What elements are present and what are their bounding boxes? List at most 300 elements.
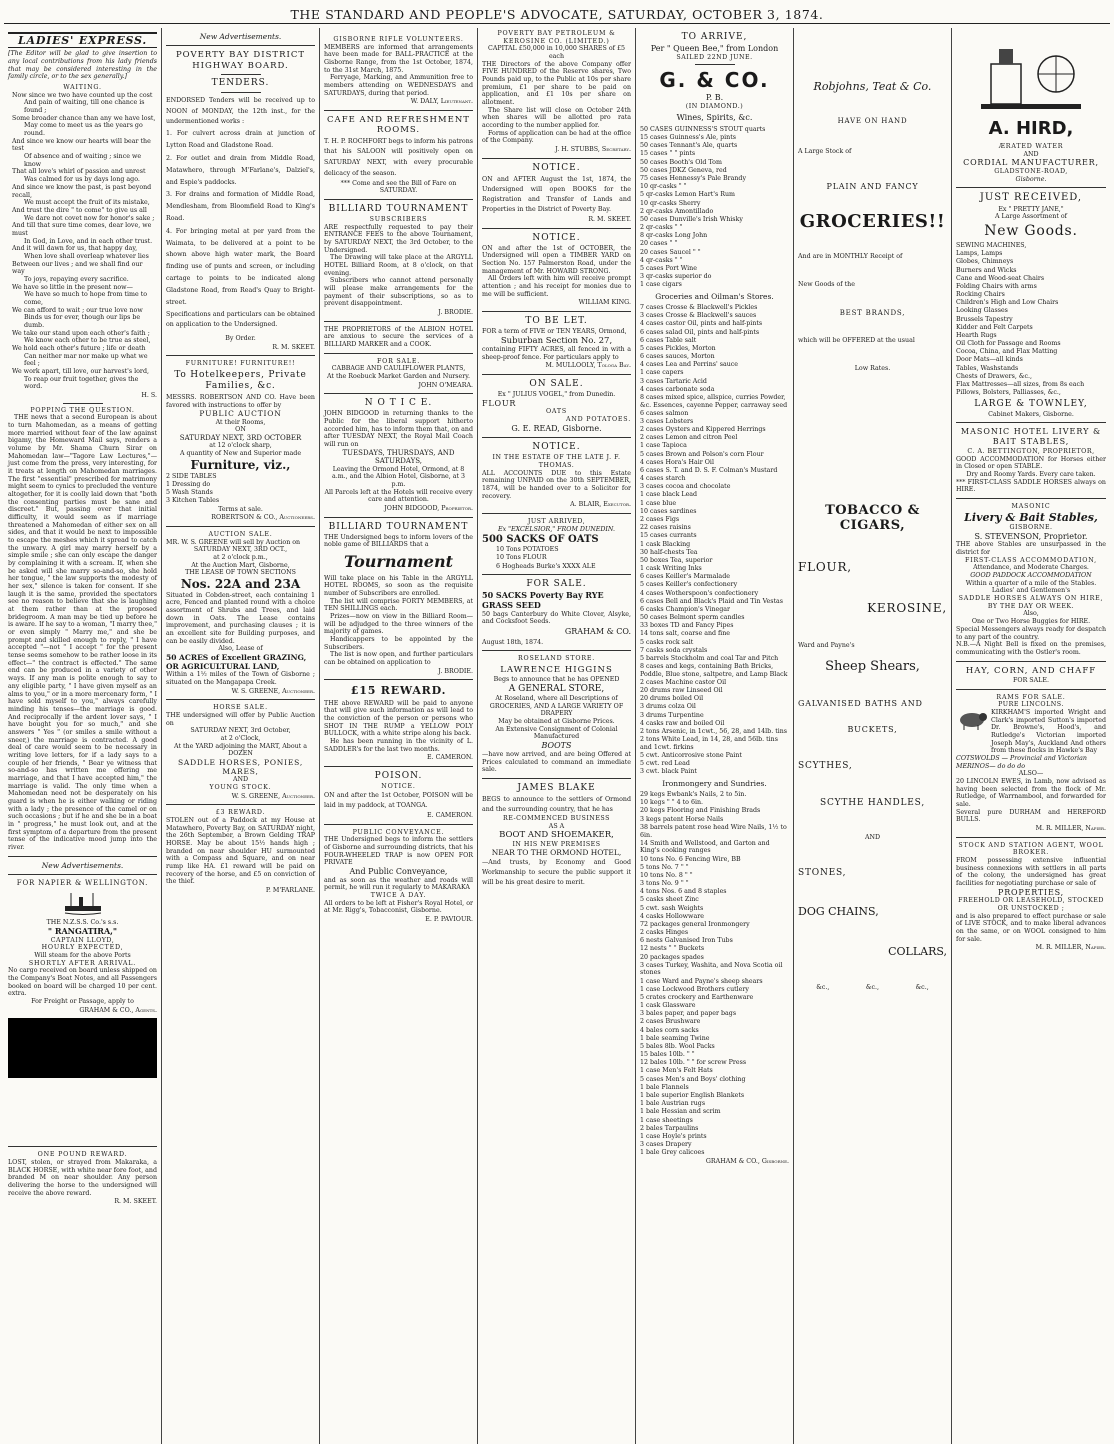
napier-body: No cargo received on board unless shipped on the Company's Boat Notes, and all Passengers booked on board will be charged 10 per cent. extra. xyxy=(8,967,157,998)
ironmongery-item: 1 bale Grey calicoes xyxy=(640,1149,705,1157)
board-signature: R. M. SKEET. xyxy=(272,343,315,351)
works-item: 1. For culvert across drain at junction of Lytton Road and Gladstone Road. xyxy=(166,130,315,150)
auction-acres: 50 ACRES of Excellent GRAZING, OR AGRICULTURAL LAND, xyxy=(166,652,307,672)
grocery-item: 5 casks rock salt xyxy=(640,638,694,646)
goods-item: SEWING MACHINES, xyxy=(956,242,1027,249)
furniture-item: 1 Dressing do xyxy=(166,481,211,489)
grocery-item: 5 barrels Stockholm and coal Tar and Pitch xyxy=(640,654,779,662)
rams-row xyxy=(956,709,1106,755)
goods-item: Burners and Wicks xyxy=(956,266,1017,274)
grocery-item: 4 cases Wotherspoon's confectionery xyxy=(640,589,759,597)
roseland-store: A GENERAL STORE, xyxy=(508,684,605,695)
billiard-subscribers: SUBSCRIBERS xyxy=(369,215,428,223)
grocery-item: 2 cases Oysters and Kippered Herrings xyxy=(640,426,766,434)
billiard2-body: THE Undersigned begs to inform lovers of the noble game of BILLIARDS that a xyxy=(324,533,473,549)
ladies-express-title: LADIES' EXPRESS. xyxy=(8,32,157,48)
article-body: THE news that a second European is about to turn Mahomedan, as a means of getting more married without fear of the law against bigamy, the Homeward Mail says, renders a volume by Mr. Shama Churn Sirar on Mahomedan law—"Tagore Law Lectures,"—just come from the press, very interesting, for it treats at length on Mahomedan marriages. The first "essential" prescribed for matrimony might seem to cynics to precluded the venture altogether, for it is coolly laid down that "both the consenting parties must be sane and discreet." But, passing over that initial difficulty, it would seem as if marriage threatened a Mahomedan of either sex on all sides, and that it would be next to impossible to escape the meshes which it spread to catch the unwary. A girl may marry herself by a simple smile ; she can only escape the danger by complaining it with a scream. If, when she be asked will she marry so-and-so, she hold her tongue, " the law supports the modesty of her sex," silence is taken for consent. If she laugh it is the same, provided the spectators see no reason to believe that she is laughing at them rather than at the proposed bridegroom. A man may be tied up before he is aware. If he say to a woman, "I marry thee," or even simply " Marry me," and she be prompt and skilled enough to reply, " I have accepted "—not " I accept " for the present tense seems somehow to be rather loose in its effect—" the contract is effected." The same end can be produced in a variety of other ways. If any man is polite enough to say to any eligible party, " I have given myself as an alms to you," or in a more mercenary form, " I have sold myself to you," always carefully minding his tenses—the marriage is good. And reciprocally if the ardent lover says, " I have bought you for so much," and she answers " Yes " (or smiles a smile without a sneer,) the marriage is contracted. A good deal of care would seem to be necessary in writing love letters, for if a lady says to a couple of her friends, " Bear ye witness that so-and-so has written me offering me marriage, and that I have accepted him," the marriage is valid. The only time when a Mahomedan need not be desperately on his guard is when he is either walking or riding with a lady ; the presence of the camel or on such occasions ; but if he and she be in a boat in " progress," he must look out, and at the first symptom of a departure from the present tense of the indicative mood jump into the river. xyxy=(8,414,157,851)
grocery-item: 4 cases carbonate soda xyxy=(640,385,715,393)
conveyance-body-2: and as soon as the weather and roads will permit, he will run it regularly to MAKARAKA xyxy=(324,876,473,892)
petroleum-title: POVERTY BAY PETROLEUM & KEROSINE CO. (LIMITED.) xyxy=(497,30,616,45)
have-on-hand: HAVE ON HAND xyxy=(837,117,908,126)
wine-item: 5 cases Port Wine xyxy=(640,264,697,272)
scythes: SCYTHES, xyxy=(798,760,853,771)
grocery-item: 14 tons salt, coarse and fine xyxy=(640,630,731,638)
billiard2-body-3: The list will comprise FORTY MEMBERS, at TEN SHILLINGS each. xyxy=(324,597,473,613)
plants-sale-at: At the Roebuck Market Garden and Nursery. xyxy=(327,372,470,380)
conveyance-signature: E. P. PAVIOUR. xyxy=(425,916,473,923)
masonic-body: GOOD ACCOMMODATION for Horses either in Closed or open STABLE. xyxy=(956,455,1106,471)
by-order: By Order. xyxy=(225,335,256,343)
wine-item: 4 qr-casks " " xyxy=(640,256,683,264)
wine-item: 50 cases Dunville's Irish Whisky xyxy=(640,215,743,223)
editor-note: [The Editor will be glad to give insertion to any local contributions from his lady friends that may be considered interesting in the family circle, or to the sex generally.] xyxy=(8,50,157,81)
new-goods-of: New Goods of the xyxy=(798,280,855,288)
column-1 xyxy=(4,28,162,1444)
napier-expected: HOURLY EXPECTED, xyxy=(41,944,124,952)
furniture-item: 2 SIDE TABLES xyxy=(166,472,217,480)
ironmongery-item: 5 bales 8lb. Wool Packs xyxy=(640,1042,715,1050)
dog-chains: DOG CHAINS, xyxy=(798,905,879,919)
goods-list xyxy=(956,242,1106,397)
plants-sale-body: CABBAGE AND CAULIFLOWER PLANTS, xyxy=(331,365,466,373)
arrived-item: 6 Hogheads Burke's XXXX ALE xyxy=(496,562,596,570)
ironmongery-item: 10 kegs " " 4 to 6in. xyxy=(640,799,704,807)
grocery-item: 6 cases Table salt xyxy=(640,336,697,344)
poem-signature: H. S. xyxy=(141,391,157,399)
one-pound-reward-title: ONE POUND REWARD. xyxy=(37,1151,128,1159)
masonic2-proprietor: S. STEVENSON, Proprietor. xyxy=(974,531,1088,541)
masonic-hotel-title: MASONIC HOTEL LIVERY & BAIT STABLES, xyxy=(960,427,1102,447)
ironmongery-item: 12 nests " " Buckets xyxy=(640,945,705,953)
grocery-item: 7 casks soda crystals xyxy=(640,646,708,654)
grocery-item: 3 cwt. black Paint xyxy=(640,768,697,776)
arrived-title: JUST ARRIVED, xyxy=(527,518,586,526)
poem-line: And it will dawn for us, that happy day, xyxy=(12,245,138,253)
onsale-potatoes: AND POTATOES. xyxy=(565,416,631,424)
grocery-item: 33 boxes TD and Fancy Pipes xyxy=(640,622,734,630)
furniture-date: SATURDAY NEXT, 3RD OCTOBER xyxy=(179,433,302,442)
conveyance-body-3: All orders to be left at Fisher's Royal Hotel, or at Mr. Rigg's, Tobacconist, Gisborne. xyxy=(324,899,473,915)
let-body: FOR a term of FIVE or TEN YEARS, Ormond, xyxy=(482,327,627,335)
furniture-title: FURNITURE! FURNITURE!! xyxy=(185,360,296,368)
grocery-item: 22 cases raisins xyxy=(640,524,691,532)
horse-sale-signature: W. S. GREENE, Auctioneer. xyxy=(231,792,315,800)
blake-near: NEAR TO THE ORMOND HOTEL, xyxy=(491,848,622,858)
furniture-items xyxy=(166,473,315,505)
goods-item: Oil Cloth for Passage and Rooms xyxy=(956,340,1061,348)
one-pound-reward-signature: R. M. SKEET. xyxy=(114,1198,157,1206)
onsale-oats: OATS xyxy=(545,408,568,416)
petroleum-signature: J. H. STUBBS, Secretary. xyxy=(555,146,631,154)
roseland-body-3: May be obtained at Gisborne Prices. xyxy=(498,718,615,726)
poem-line: Of absence and of waiting ; since we know xyxy=(24,153,142,168)
grocery-item: 6 casks Champion's Vinegar xyxy=(640,605,731,613)
furniture-terms: Terms at sale. xyxy=(218,505,263,513)
grocery-item: 1 cask Writing Inks xyxy=(640,565,702,573)
specifications: Specifications and particulars can be obtained on application to the Undersigned. xyxy=(166,310,315,329)
horse-sale-young: YOUNG STOCK. xyxy=(209,783,272,791)
ironmongery-item: 5 cases Men's and Boys' clothing xyxy=(640,1075,746,1083)
scythe-handles: SCYTHE HANDLES, xyxy=(820,797,925,808)
furniture-qty: A quantity of New and Superior made xyxy=(179,450,302,458)
horse-sale-items: SADDLE HORSES, PONIES, MARES, xyxy=(177,757,304,777)
grocery-item: 3 cases cocoa and chocolate xyxy=(640,483,731,491)
billiard2-body-2: Will take place on his Table in the ARGYLL HOTEL ROOMS, so soon as the requisite number of Subscribers are enrolled. xyxy=(324,574,473,597)
hay-title: HAY, CORN, AND CHAFF xyxy=(965,665,1097,676)
poison-body: ON and after the 1st October, POISON will be laid in my paddock, at TOANGA. xyxy=(324,791,473,809)
goods-item: Pillows, Bolsters, Palliasses, &c., xyxy=(956,389,1061,397)
article-title: POPPING THE QUESTION. xyxy=(30,406,135,414)
grocery-item: 1 case black Lead xyxy=(640,491,698,499)
poem-line: And till that sure time comes, dear love, we must xyxy=(12,222,152,237)
plants-sale-signature: JOHN O'MEARA. xyxy=(418,381,473,389)
billiard-signature: J. BRODIE. xyxy=(438,308,473,316)
grocery-item: 8 cases mixed spice, allspice, curries Powder, &c. Essences, cayenne Pepper, carraway seed xyxy=(640,393,788,409)
furniture-to: To Hotelkeepers, Private Families, &c. xyxy=(174,370,307,392)
groceries: GROCERIES!! xyxy=(799,211,946,233)
horse-sale-time: at 2 o'Clock, xyxy=(220,734,261,742)
seed-sale-50: 50 SACKS Poverty Bay RYE GRASS SEED xyxy=(482,590,604,610)
tenders-heading: TENDERS. xyxy=(211,77,270,88)
ironmongery-item: 2 cases Brushware xyxy=(640,1018,701,1026)
received-title: JUST RECEIVED, xyxy=(979,192,1083,204)
furniture-time: at 12 o'clock sharp, xyxy=(209,442,272,450)
grocery-item: 6 cases Bell and Black's Plaid and Tin Vestas xyxy=(640,597,784,605)
large-townley: LARGE & TOWNLEY, xyxy=(974,398,1088,409)
ironmongery-item: 5 cwt. sash Weights xyxy=(640,904,704,912)
hird-cordial: CORDIAL MANUFACTURER, xyxy=(963,158,1099,168)
grocery-item: 3 cases Tartaric Acid xyxy=(640,377,707,385)
auction-title: AUCTION SALE. xyxy=(208,530,273,538)
napier-captain: CAPTAIN LLOYD, xyxy=(50,936,115,944)
three-pound-reward-signature: P. M'FARLANE. xyxy=(265,887,315,894)
seed-sale-body: 50 bags Canterbury do White Clover, Alsyke, and Cocksfoot Seeds. xyxy=(482,610,631,626)
notice1-title: NOTICE. xyxy=(532,162,581,173)
blake-body-2: —And trusts, by Economy and Good Workmanship to secure the public support it will be his great desire to merit. xyxy=(482,858,631,886)
furniture-item: 3 Kitchen Tables xyxy=(166,497,220,505)
ironmongery-item: 10 tons No. 8 " " xyxy=(640,871,693,879)
grocery-item: 30 half-chests Tea xyxy=(640,548,698,556)
wine-item: 75 cases Hennessy's Pale Brandy xyxy=(640,174,747,182)
brand-diamond: (IN DIAMOND.) xyxy=(685,102,744,110)
rams-also: ALSO— xyxy=(1018,770,1044,778)
coach-notice-parcels: All Parcels left at the Hotels will receive every care and attention. xyxy=(324,488,473,504)
auction-date: SATURDAY NEXT, 3RD OCT., xyxy=(193,546,288,554)
grocery-item: 50 cases Belmont sperm candles xyxy=(640,614,745,622)
masonic2-saddle: SADDLE HORSES ALWAYS ON HIRE, xyxy=(958,595,1104,603)
poem-line: In God, in Love, and in each other trust. xyxy=(24,237,153,245)
poem-line: Some broader chance than any we have lost, xyxy=(12,114,156,122)
arrived-items xyxy=(482,546,631,570)
coach-notice-signature: JOHN BIDGOOD, Proprietor. xyxy=(384,505,473,513)
poem-line: We have so much to hope from time to come, xyxy=(24,291,148,306)
rams-cotswolds: COTSWOLDS — Provincial and Victorian xyxy=(956,754,1087,762)
notice1-body: ON and AFTER August the 1st, 1874, the Undersigned will open BOOKS for the Registration and Transfer of Lands and Properties in the District of Poverty Bay. xyxy=(482,175,631,213)
ironmongery-item: 15 bales 10lb. " " xyxy=(640,1051,695,1059)
best-brands: BEST BRANDS, xyxy=(839,308,906,317)
let-signature: M. MULLOOLY, Tologa Bay. xyxy=(545,362,631,370)
poem-line: To reap our fruit together, gives the word. xyxy=(24,375,139,391)
masonic2-by: BY THE DAY OR WEEK. xyxy=(987,602,1075,610)
onsale-flour: FLOUR xyxy=(482,398,517,408)
ironmongery-item: 12 bales 10lb. " " for screw Press xyxy=(640,1059,747,1067)
masonic2-town: GISBORNE. xyxy=(1009,524,1053,532)
notice1-signature: R. M. SKEET. xyxy=(588,215,631,223)
masonic-body-3: *** FIRST-CLASS SADDLE HORSES always on HIRE. xyxy=(956,478,1106,494)
arrived-item: 10 Tons POTATOES xyxy=(496,546,559,554)
arrived-ex: Ex "EXCELSIOR," FROM DUNEDIN. xyxy=(497,525,616,533)
wine-item: 50 cases Tennant's Ale, quarts xyxy=(640,142,738,150)
horse-sale-title: HORSE SALE. xyxy=(213,704,268,712)
goods-item: Children's High and Low Chairs xyxy=(956,299,1059,307)
billiard-body-2: The Drawing will take place at the ARGYLL HOTEL Billiard Room, at 8 o'clock, on that evening. xyxy=(324,254,473,277)
grocery-item: 3 drums Turpentine xyxy=(640,711,704,719)
hird-aerated: ÆRATED WATER xyxy=(998,142,1064,150)
agent-body-2: and is also prepared to effect purchase or sale of LIVE STOCK, and to make liberal advances on the same, or on WOOL consigned to him for sale. xyxy=(956,912,1106,943)
ironmongery-item: 14 Smith and Wellstood, and Garton and King's cooking ranges xyxy=(640,839,770,855)
column-2 xyxy=(162,28,320,1444)
grocery-item: 1 case blue xyxy=(640,499,677,507)
wine-item: 10 qr-casks Sherry xyxy=(640,199,701,207)
ironmongery-item: 1 case Lockwood Brothers cutlery xyxy=(640,985,749,993)
onsale-ex: Ex " JULIUS VOGEL," from Dunedin. xyxy=(497,390,616,398)
auction-body: Situated in Cobden-street, each containing 1 acre, Fenced and planted round with a choice assortment of Shrubs and Trees, and laid down in Oats. The Lease contains improvement, and purchasing clauses ; it is an excellent site for Building purposes, and can be easily divided. xyxy=(166,591,315,645)
rams-pure: PURE LINCOLNS. xyxy=(998,701,1064,709)
auction-intro: MR. W. S. GREENE will sell by Auction on xyxy=(166,538,301,546)
grocery-item: 2 tons White Lead, in 14, 28, and 56lb. tins and 1cwt. firkins xyxy=(640,736,778,751)
ironmongery-item: 1 bale Flannels xyxy=(640,1083,689,1091)
masthead: THE STANDARD AND PEOPLE'S ADVOCATE, SATURDAY, OCTOBER 3, 1874. xyxy=(4,6,1110,24)
notice3-estate: IN THE ESTATE OF THE LATE J. F. THOMAS. xyxy=(492,454,621,470)
highway-board-title: POVERTY BAY DISTRICT HIGHWAY BOARD. xyxy=(175,50,306,71)
furniture-intro: MESSRS. ROBERTSON AND CO. Have been favored with instructions to offer by xyxy=(166,394,315,409)
wine-item: 15 cases " " pints xyxy=(640,150,696,158)
ironmongery-item: 4 casks Hollowware xyxy=(640,912,704,920)
poem-line: Can neither mar nor make up what we feel ; xyxy=(24,352,148,368)
masonic2-attendance: Attendance, and Moderate Charges. xyxy=(973,564,1089,572)
poem-line: We have so little in the present now— xyxy=(12,283,133,291)
poem-line: When love shall overleap whatever lies xyxy=(24,252,149,260)
grocery-item: 6 cases salmon xyxy=(640,409,689,417)
grocery-item: 3 drums colza Oil xyxy=(640,703,696,711)
grocery-item: 6 cases salad Oil, pints and half-pints xyxy=(640,328,760,336)
billiard2-body-5: Handicappers to be appointed by the Subscribers. xyxy=(324,635,473,651)
blake-trade: BOOT AND SHOEMAKER, xyxy=(499,830,614,841)
fifteen-pound-reward-title: £15 REWARD. xyxy=(350,684,447,698)
conveyance-body: THE Undersigned begs to inform the settlers of Gisborne and surrounding districts, that his FOUR-WHEELED TRAP is now OPEN FOR PRIVATE xyxy=(324,836,473,867)
grocery-item: 5 cwt. Anticorrosive stone Paint xyxy=(640,751,742,759)
grocery-item: 4 cases Hora's Hair Oil xyxy=(640,458,714,466)
blake-in: IN HIS NEW PREMISES xyxy=(512,840,601,848)
grocery-item: 20 drums boiled Oil xyxy=(640,695,704,703)
horse-sale-intro: THE undersigned will offer by Public Auction on xyxy=(166,711,315,727)
grocery-list xyxy=(640,304,789,776)
billiard2-signature: J. BRODIE. xyxy=(438,667,473,675)
poem-line: That all love's whirl of passion and unrest xyxy=(12,168,146,176)
petroleum-body: THE Directors of the above Company offer FIVE HUNDRED of the Reserve shares, Two Pounds paid up, to the Public at 10s per share premium, £1 per share to be paid on application, and £1 10s per share on allotment. xyxy=(482,60,631,107)
horse-sale-date: SATURDAY NEXT, 3rd October, xyxy=(190,727,291,735)
roseland-name: LAWRENCE HIGGINS xyxy=(500,665,613,676)
works-item: 3. For drains and formation of Middle Road, Mendlesham, from Bloomfield Road to King's Road. xyxy=(166,191,315,223)
etc-1: &c., xyxy=(816,983,830,991)
goods-item: Globes, Chimneys xyxy=(956,258,1014,266)
wine-item: 50 cases JDKZ Geneva, red xyxy=(640,166,727,174)
napier-freight: For Freight or Passage, apply to xyxy=(31,998,134,1006)
agent-signature: M. R. MILLER, Napier. xyxy=(1035,944,1106,952)
albion-body: THE PROPRIETORS of the ALBION HOTEL are anxious to secure the services of a BILLIARD MARKER and a COOK. xyxy=(324,325,473,348)
grocery-item: 5 cases Keiller's confectionery xyxy=(640,581,738,589)
agent-title: STOCK AND STATION AGENT, WOOL BROKER. xyxy=(958,841,1104,857)
rams-ewes: 20 LINCOLN EWES, in Lamb, now advised as having been selected from the flock of Mr. Rutledge, of Warrnambool, and forwarded for sale. xyxy=(956,777,1106,808)
billiard2-body-4: Prizes—now on view in the Billiard Room—will be adjudged to the three winners of the majority of games. xyxy=(324,612,473,636)
wine-item: 3 qr-casks superior do xyxy=(640,273,712,281)
poem-line: We dare not covet now for honor's sake ; xyxy=(24,214,155,222)
grocery-item: 3 cases Lobsters xyxy=(640,417,694,425)
col5-signature: GRAHAM & CO., Gisborne. xyxy=(705,1157,789,1165)
wine-item: 5 qr-casks Lemon Hart's Rum xyxy=(640,191,735,199)
poem-line: We can afford to wait ; our true love now xyxy=(12,306,143,314)
blake-as: AS A xyxy=(548,822,565,830)
ironmongery-item: 29 kegs Ewbank's Nails, 2 to 5in. xyxy=(640,791,747,799)
petroleum-capital: CAPITAL £50,000 in 10,000 SHARES of £5 each xyxy=(488,45,625,61)
masonic2-paddock: GOOD PADDOCK ACCOMMODATION xyxy=(970,572,1092,580)
rifle-body: MEMBERS are informed that arrangements have been made for BALL-PRACTICE at the Gisborne Range, from the 1st October, 1874, to the 31st March, 1875. xyxy=(324,43,473,74)
grocery-item: 2 tons Arsenic, in 1cwt., 56, 28, and 14lb. tins xyxy=(640,727,788,735)
auction-lease: THE LEASE OF TOWN SECTIONS xyxy=(185,569,296,577)
ironmongery-item: 1 bale Austrian rugs xyxy=(640,1100,706,1108)
grocery-item: 20 drums raw Linseed Oil xyxy=(640,687,723,695)
ironmongery-item: 6 nests Galvanised Iron Tubs xyxy=(640,937,733,945)
billiard-body-3: Subscribers who cannot attend personally will please make arrangements for the payment of their subscriptions, so as to prevent disappointment. xyxy=(324,277,473,308)
grocery-item: 3 cases Crosse & Blackwell's sauces xyxy=(640,312,757,320)
cabinet-makers: Cabinet Makers, Gisborne. xyxy=(988,410,1074,418)
seed-sale-signature: GRAHAM & CO. xyxy=(564,627,631,637)
napier-title: FOR NAPIER & WELLINGTON. xyxy=(16,878,149,887)
let-body-2: containing FIFTY ACRES, all fenced in with a sheep-proof fence. For particulars apply to xyxy=(482,345,631,361)
column-3 xyxy=(320,28,478,1444)
poem-line: We take our stand upon each other's faith ; xyxy=(12,329,150,337)
new-goods: New Goods. xyxy=(984,222,1078,239)
notice2-title: NOTICE. xyxy=(532,232,581,243)
poison-title: POISON. xyxy=(374,771,423,782)
masonic-body-2: Dry and Roomy Yards. Every care taken. xyxy=(966,470,1096,478)
grocery-item: 5 cases Brown and Polson's corn Flour xyxy=(640,450,764,458)
grocery-item: 1 case capers xyxy=(640,369,684,377)
column-7 xyxy=(952,28,1110,1444)
let-title: TO BE LET. xyxy=(525,315,588,326)
poem-line: Was calmed for us by days long ago. xyxy=(24,176,140,184)
monthly-receipt: And are in MONTHLY Receipt of xyxy=(798,253,903,261)
redacted-block xyxy=(8,1018,157,1078)
roseland-body: Begs to announce that he has OPENED xyxy=(493,676,620,684)
wine-item: 50 cases Booth's Old Tom xyxy=(640,158,722,166)
etc-3: &c., xyxy=(915,983,929,991)
notice3-title: NOTICE. xyxy=(532,442,581,453)
poem-line: And since we know our hearts will bear the test xyxy=(12,137,151,153)
seed-sale-title: FOR SALE. xyxy=(526,579,587,590)
furniture-rooms: At their Rooms, xyxy=(215,418,266,426)
wine-item: 15 cases Guinness's Ale, pints xyxy=(640,134,737,142)
received-assort: A Large Assortment of xyxy=(994,213,1067,221)
ironmongery-item: 5 tons No. 7 " " xyxy=(640,863,689,871)
tobacco-cigars: TOBACCO & CIGARS, xyxy=(825,502,920,534)
agent-properties: PROPERTIES, xyxy=(998,887,1064,897)
notice2-body: ON and after the 1st of OCTOBER, the Undersigned will open a TIMBER YARD on Section No. 157 Palmerston Road, under the management of Mr. HOWARD STRONG. xyxy=(482,244,631,275)
goods-item: Cane and Wood-seat Chairs xyxy=(956,274,1045,282)
masonic2-messengers: Special Messengers always ready for despatch to any part of the country. xyxy=(956,625,1106,641)
ironmongery-item: 2 bales Tarpaulins xyxy=(640,1124,699,1132)
large-stock: A Large Stock of xyxy=(798,147,852,155)
ironmongery-list xyxy=(640,791,789,1157)
blake-body: BEGS to announce to the settlers of Ormond and the surrounding country, that he has xyxy=(482,795,631,813)
brand-mark: G. & CO. xyxy=(659,68,770,93)
ironmongery-item: 1 case sheetings xyxy=(640,1116,693,1124)
petroleum-body-2: The Share list will close on October 24th when shares will be allotted pro rata according to the number applied for. xyxy=(482,106,631,130)
cafe-come: *** Come and see the Bill of Fare on SATURDAY. xyxy=(340,179,457,195)
onsale-title: ON SALE. xyxy=(529,379,584,389)
new-ads-header-2: New Advertisements. xyxy=(199,32,282,41)
ironmongery-item: 38 barrels patent rose head Wire Nails, 1½ to 6in. xyxy=(640,823,787,839)
goods-item: Rocking Chairs xyxy=(956,291,1005,299)
masonic2-body: THE above Stables are unsurpassed in the district for xyxy=(956,541,1106,557)
goods-item: Kidder and Felt Carpets xyxy=(956,323,1033,331)
goods-item: Chests of Drawers, &c., xyxy=(956,372,1033,380)
hird-town: Gisborne. xyxy=(1015,175,1047,183)
notice2-body-2: All Orders left with him will receive prompt attention ; and his receipt for monies due to me will be sufficient. xyxy=(482,275,631,298)
ironmongery-item: 5 casks sheet Zinc xyxy=(640,896,699,904)
masonic-proprietor: C. A. BETTINGTON, PROPRIETOR, xyxy=(967,447,1095,455)
poem xyxy=(8,92,157,391)
auction-sections: Nos. 22A and 23A xyxy=(180,576,301,591)
sheep-shears: Sheep Shears, xyxy=(825,659,920,675)
napier-company: THE N.Z.S.S. Co.'s s.s. xyxy=(46,919,119,927)
ironmongery-item: 1 bale seaming Twine xyxy=(640,1034,710,1042)
poem-line: Binds us for ever, though our lips be dumb. xyxy=(24,314,141,329)
arrive-title: TO ARRIVE, xyxy=(681,32,748,42)
fifteen-pound-reward-body: THE above REWARD will be paid to anyone that will give such information as will lead to the conviction of the person or persons who SHOT IN THE RUMP a YELLOW POLY BULLOCK, with a white stripe along his back. xyxy=(324,699,473,738)
masonic2-first: FIRST-CLASS ACCOMMODATION, xyxy=(965,556,1097,564)
collars: COLLARS, xyxy=(888,944,947,958)
grocery-item: 10 cases sardines xyxy=(640,507,697,515)
ironmongery-item: 72 packages general Ironmongery xyxy=(640,920,750,928)
fifteen-pound-reward-signature: E. CAMERON. xyxy=(426,754,473,762)
works-list xyxy=(166,128,315,309)
wine-item: 2 qr-casks Amontillado xyxy=(640,207,714,215)
agent-freehold: FREEHOLD OR LEASEHOLD, STOCKED OR UNSTOCKED ; xyxy=(958,897,1104,913)
hird-and: AND xyxy=(1023,150,1039,158)
grocery-item: 5 cwt. red Lead xyxy=(640,760,690,768)
grocery-item: 2 cases Figs xyxy=(640,516,680,523)
roseland-title: ROSELAND STORE. xyxy=(517,655,596,663)
notice3-signature: A. BLAIR, Executor. xyxy=(570,501,631,509)
ironmongery-item: 1 cask Glassware xyxy=(640,1002,696,1010)
billiard2-body-6: The list is now open, and further particulars can be obtained on application to xyxy=(324,651,473,666)
wine-item: 1 case cigars xyxy=(640,281,682,289)
ironmongery-item: 3 kegs patent Horse Nails xyxy=(640,815,724,823)
poem-line: To joys, repaying every sacrifice. xyxy=(24,275,129,283)
horse-sale-and: AND xyxy=(232,776,249,784)
column-4 xyxy=(478,28,636,1444)
fifteen-pound-reward-body-2: He has been running in the vicinity of L. SADDLER's for the last two months. xyxy=(324,738,473,753)
ironmongery-item: 2 casks Hinges xyxy=(640,929,689,937)
furniture-signature: ROBERTSON & CO., Auctioneers. xyxy=(211,514,315,522)
hird-name: A. HIRD, xyxy=(988,118,1074,139)
masonic2-also: Also, xyxy=(1023,610,1039,618)
billiard-body: ARE respectfully requested to pay their ENTRANCE FEES to the above Tournament, by SATURDAY NEXT, the 3rd October, to the Undersigned. xyxy=(324,223,473,254)
masonic2-nb: N.B.—A Night Bell is fixed on the premises, communicating with the Ostler's room. xyxy=(956,641,1106,656)
billiard2-title: BILLIARD TOURNAMENT xyxy=(328,521,469,532)
poison-notice: NOTICE. xyxy=(381,783,416,791)
